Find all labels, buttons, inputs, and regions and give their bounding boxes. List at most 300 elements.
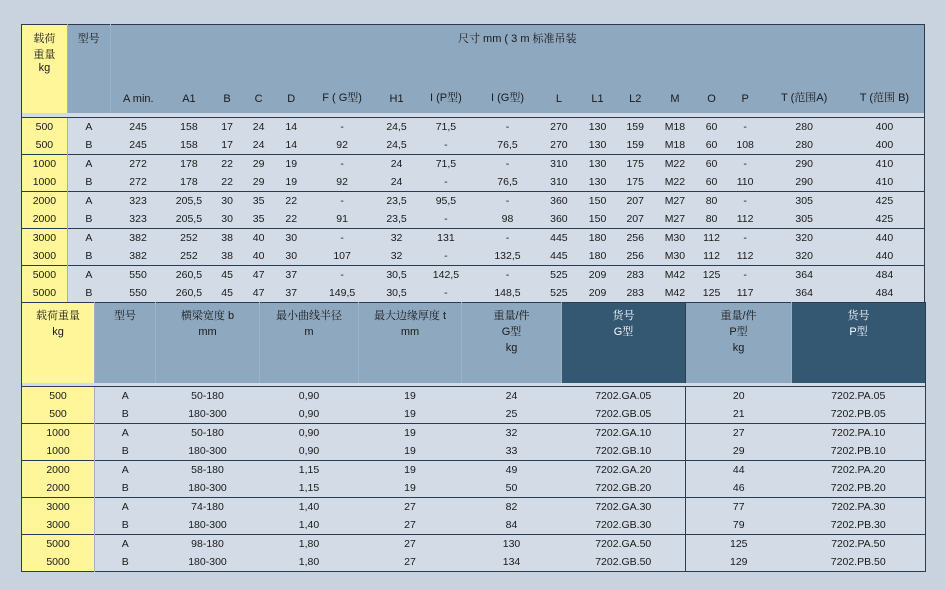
value-cell: 7202.PB.10 bbox=[792, 442, 926, 461]
value-cell: 50-180 bbox=[156, 424, 260, 443]
value-cell: 320 bbox=[763, 229, 844, 248]
model-cell: B bbox=[67, 136, 110, 155]
header-row bbox=[22, 303, 926, 384]
value-cell: 252 bbox=[166, 229, 212, 248]
value-cell: 7202.GA.10 bbox=[562, 424, 686, 443]
value-cell: 40 bbox=[242, 247, 275, 266]
value-cell: 1,80 bbox=[260, 535, 359, 554]
specifications-table bbox=[21, 302, 926, 572]
value-cell: - bbox=[416, 173, 475, 192]
value-cell: 180 bbox=[578, 247, 617, 266]
value-cell: 270 bbox=[540, 136, 579, 155]
value-cell: M42 bbox=[654, 284, 697, 303]
value-cell: - bbox=[475, 192, 539, 211]
load-cell: 500 bbox=[22, 118, 68, 137]
value-cell: 7202.GB.05 bbox=[562, 405, 686, 424]
value-cell: - bbox=[307, 229, 376, 248]
value-cell: 112 bbox=[696, 229, 727, 248]
value-cell: 132,5 bbox=[475, 247, 539, 266]
value-cell: 30,5 bbox=[377, 266, 417, 285]
value-cell: 525 bbox=[540, 266, 579, 285]
value-cell: 7202.GA.30 bbox=[562, 498, 686, 517]
load-cell: 2000 bbox=[22, 479, 95, 498]
value-cell: 360 bbox=[540, 210, 579, 229]
load-cell: 5000 bbox=[22, 284, 68, 303]
value-cell: 175 bbox=[617, 173, 654, 192]
column-header: L2 bbox=[617, 68, 654, 113]
value-cell: 382 bbox=[110, 247, 166, 266]
value-cell: 323 bbox=[110, 210, 166, 229]
value-cell: 95,5 bbox=[416, 192, 475, 211]
value-cell: 320 bbox=[763, 247, 844, 266]
value-cell: 130 bbox=[578, 155, 617, 174]
value-cell: 310 bbox=[540, 155, 579, 174]
max-flange-header: 最大边缘厚度 t mm bbox=[359, 303, 462, 384]
model-cell: A bbox=[95, 535, 156, 554]
value-cell: 484 bbox=[845, 284, 925, 303]
value-cell: 27 bbox=[359, 516, 462, 535]
column-header: D bbox=[275, 68, 308, 113]
value-cell: 7202.GA.20 bbox=[562, 461, 686, 480]
table-row bbox=[22, 118, 925, 137]
model-cell: A bbox=[95, 498, 156, 517]
value-cell: 47 bbox=[242, 284, 275, 303]
load-cell: 500 bbox=[22, 405, 95, 424]
value-cell: 79 bbox=[686, 516, 792, 535]
column-header: P bbox=[727, 68, 764, 113]
value-cell: 19 bbox=[275, 173, 308, 192]
value-cell: 252 bbox=[166, 247, 212, 266]
load-cell: 1000 bbox=[22, 424, 95, 443]
value-cell: 7202.PA.05 bbox=[792, 387, 926, 406]
model-cell: B bbox=[95, 553, 156, 572]
value-cell: 209 bbox=[578, 266, 617, 285]
table-row bbox=[22, 173, 925, 192]
value-cell: 205,5 bbox=[166, 210, 212, 229]
value-cell: 1,40 bbox=[260, 516, 359, 535]
value-cell: 270 bbox=[540, 118, 579, 137]
value-cell: 256 bbox=[617, 229, 654, 248]
value-cell: - bbox=[475, 229, 539, 248]
value-cell: 14 bbox=[275, 118, 308, 137]
column-header: L1 bbox=[578, 68, 617, 113]
value-cell: 22 bbox=[212, 173, 243, 192]
value-cell: 129 bbox=[686, 553, 792, 572]
value-cell: 17 bbox=[212, 136, 243, 155]
weight-p-header: 重量/件 P型 kg bbox=[686, 303, 792, 384]
model-cell: B bbox=[95, 479, 156, 498]
value-cell: 80 bbox=[696, 210, 727, 229]
value-cell: 256 bbox=[617, 247, 654, 266]
value-cell: 159 bbox=[617, 136, 654, 155]
value-cell: 27 bbox=[686, 424, 792, 443]
value-cell: 14 bbox=[275, 136, 308, 155]
value-cell: 24,5 bbox=[377, 118, 417, 137]
value-cell: 290 bbox=[763, 155, 844, 174]
value-cell: - bbox=[416, 284, 475, 303]
value-cell: 33 bbox=[462, 442, 562, 461]
load-cell: 2000 bbox=[22, 210, 68, 229]
value-cell: 22 bbox=[275, 210, 308, 229]
model-cell: B bbox=[95, 516, 156, 535]
value-cell: 148,5 bbox=[475, 284, 539, 303]
table-row bbox=[22, 516, 926, 535]
value-cell: 25 bbox=[462, 405, 562, 424]
value-cell: 112 bbox=[727, 210, 764, 229]
value-cell: 280 bbox=[763, 118, 844, 137]
table-row bbox=[22, 461, 926, 480]
load-cell: 500 bbox=[22, 387, 95, 406]
value-cell: 60 bbox=[696, 173, 727, 192]
value-cell: 19 bbox=[359, 442, 462, 461]
value-cell: 19 bbox=[359, 387, 462, 406]
min-radius-header: 最小曲线半径 m bbox=[260, 303, 359, 384]
value-cell: 323 bbox=[110, 192, 166, 211]
value-cell: 305 bbox=[763, 210, 844, 229]
value-cell: 178 bbox=[166, 173, 212, 192]
table-row bbox=[22, 229, 925, 248]
value-cell: 7202.GB.10 bbox=[562, 442, 686, 461]
value-cell: 108 bbox=[727, 136, 764, 155]
value-cell: 19 bbox=[275, 155, 308, 174]
value-cell: - bbox=[727, 192, 764, 211]
value-cell: 23,5 bbox=[377, 192, 417, 211]
value-cell: 38 bbox=[212, 247, 243, 266]
value-cell: 180-300 bbox=[156, 405, 260, 424]
value-cell: M18 bbox=[654, 136, 697, 155]
value-cell: 130 bbox=[578, 173, 617, 192]
value-cell: 107 bbox=[307, 247, 376, 266]
value-cell: 125 bbox=[696, 284, 727, 303]
value-cell: 24 bbox=[242, 118, 275, 137]
value-cell: 1,15 bbox=[260, 479, 359, 498]
model-cell: B bbox=[95, 442, 156, 461]
dimensions-header: 尺寸 mm ( 3 m 标准吊装 bbox=[110, 25, 924, 69]
value-cell: M22 bbox=[654, 173, 697, 192]
value-cell: 180-300 bbox=[156, 516, 260, 535]
value-cell: 19 bbox=[359, 405, 462, 424]
value-cell: M30 bbox=[654, 247, 697, 266]
value-cell: 175 bbox=[617, 155, 654, 174]
value-cell: 180-300 bbox=[156, 442, 260, 461]
value-cell: 112 bbox=[696, 247, 727, 266]
value-cell: 178 bbox=[166, 155, 212, 174]
value-cell: - bbox=[416, 210, 475, 229]
header-row bbox=[22, 25, 925, 69]
model-header: 型号 bbox=[67, 25, 110, 114]
value-cell: - bbox=[307, 118, 376, 137]
value-cell: 21 bbox=[686, 405, 792, 424]
value-cell: - bbox=[416, 136, 475, 155]
value-cell: 0,90 bbox=[260, 405, 359, 424]
value-cell: 180-300 bbox=[156, 553, 260, 572]
value-cell: - bbox=[475, 266, 539, 285]
load-header: 载荷重量 kg bbox=[22, 303, 95, 384]
value-cell: M42 bbox=[654, 266, 697, 285]
value-cell: 440 bbox=[845, 229, 925, 248]
value-cell: 7202.PA.10 bbox=[792, 424, 926, 443]
load-cell: 5000 bbox=[22, 266, 68, 285]
value-cell: - bbox=[727, 266, 764, 285]
value-cell: 110 bbox=[727, 173, 764, 192]
value-cell: 440 bbox=[845, 247, 925, 266]
value-cell: 7202.PB.05 bbox=[792, 405, 926, 424]
column-header: H1 bbox=[377, 68, 417, 113]
table-row bbox=[22, 405, 926, 424]
value-cell: 364 bbox=[763, 266, 844, 285]
model-cell: B bbox=[67, 284, 110, 303]
table-row bbox=[22, 387, 926, 406]
value-cell: 7202.GA.05 bbox=[562, 387, 686, 406]
value-cell: 32 bbox=[377, 229, 417, 248]
value-cell: 245 bbox=[110, 136, 166, 155]
value-cell: 45 bbox=[212, 266, 243, 285]
value-cell: 84 bbox=[462, 516, 562, 535]
load-cell: 1000 bbox=[22, 173, 68, 192]
table-row bbox=[22, 284, 925, 303]
load-cell: 3000 bbox=[22, 247, 68, 266]
value-cell: 207 bbox=[617, 210, 654, 229]
value-cell: 159 bbox=[617, 118, 654, 137]
value-cell: 32 bbox=[462, 424, 562, 443]
value-cell: 207 bbox=[617, 192, 654, 211]
load-cell: 1000 bbox=[22, 442, 95, 461]
value-cell: 180 bbox=[578, 229, 617, 248]
table-row bbox=[22, 424, 926, 443]
value-cell: 209 bbox=[578, 284, 617, 303]
value-cell: M30 bbox=[654, 229, 697, 248]
value-cell: 125 bbox=[686, 535, 792, 554]
model-cell: B bbox=[95, 405, 156, 424]
value-cell: 24 bbox=[377, 173, 417, 192]
value-cell: 24 bbox=[462, 387, 562, 406]
value-cell: 60 bbox=[696, 155, 727, 174]
value-cell: 260,5 bbox=[166, 266, 212, 285]
value-cell: 24,5 bbox=[377, 136, 417, 155]
value-cell: 400 bbox=[845, 136, 925, 155]
value-cell: 149,5 bbox=[307, 284, 376, 303]
value-cell: 360 bbox=[540, 192, 579, 211]
value-cell: 30,5 bbox=[377, 284, 417, 303]
value-cell: 272 bbox=[110, 155, 166, 174]
value-cell: 92 bbox=[307, 173, 376, 192]
value-cell: 7202.PB.50 bbox=[792, 553, 926, 572]
value-cell: 272 bbox=[110, 173, 166, 192]
value-cell: 58-180 bbox=[156, 461, 260, 480]
value-cell: 71,5 bbox=[416, 155, 475, 174]
model-cell: A bbox=[67, 118, 110, 137]
value-cell: - bbox=[307, 155, 376, 174]
value-cell: 7202.PB.30 bbox=[792, 516, 926, 535]
value-cell: 80 bbox=[696, 192, 727, 211]
value-cell: 71,5 bbox=[416, 118, 475, 137]
model-cell: A bbox=[95, 387, 156, 406]
value-cell: 74-180 bbox=[156, 498, 260, 517]
value-cell: 60 bbox=[696, 118, 727, 137]
value-cell: - bbox=[727, 155, 764, 174]
value-cell: 30 bbox=[212, 210, 243, 229]
value-cell: 30 bbox=[212, 192, 243, 211]
column-header: T (范围A) bbox=[763, 68, 844, 113]
value-cell: 283 bbox=[617, 266, 654, 285]
value-cell: - bbox=[307, 192, 376, 211]
model-header: 型号 bbox=[95, 303, 156, 384]
value-cell: 1,40 bbox=[260, 498, 359, 517]
load-cell: 2000 bbox=[22, 192, 68, 211]
value-cell: 24 bbox=[377, 155, 417, 174]
value-cell: 91 bbox=[307, 210, 376, 229]
part-number-g-header: 货号 G型 bbox=[562, 303, 686, 384]
value-cell: 134 bbox=[462, 553, 562, 572]
value-cell: 7202.GA.50 bbox=[562, 535, 686, 554]
value-cell: 46 bbox=[686, 479, 792, 498]
model-cell: A bbox=[67, 155, 110, 174]
load-cell: 2000 bbox=[22, 461, 95, 480]
value-cell: 49 bbox=[462, 461, 562, 480]
model-cell: B bbox=[67, 247, 110, 266]
column-header: A1 bbox=[166, 68, 212, 113]
value-cell: 0,90 bbox=[260, 387, 359, 406]
value-cell: 23,5 bbox=[377, 210, 417, 229]
value-cell: 7202.PA.50 bbox=[792, 535, 926, 554]
value-cell: 20 bbox=[686, 387, 792, 406]
value-cell: M27 bbox=[654, 210, 697, 229]
value-cell: 29 bbox=[686, 442, 792, 461]
value-cell: 82 bbox=[462, 498, 562, 517]
value-cell: - bbox=[307, 266, 376, 285]
value-cell: 47 bbox=[242, 266, 275, 285]
value-cell: 35 bbox=[242, 210, 275, 229]
value-cell: 22 bbox=[275, 192, 308, 211]
value-cell: 27 bbox=[359, 553, 462, 572]
value-cell: 50-180 bbox=[156, 387, 260, 406]
value-cell: 112 bbox=[727, 247, 764, 266]
column-header: T (范围 B) bbox=[845, 68, 925, 113]
value-cell: 7202.PA.30 bbox=[792, 498, 926, 517]
value-cell: 125 bbox=[696, 266, 727, 285]
value-cell: 260,5 bbox=[166, 284, 212, 303]
value-cell: 305 bbox=[763, 192, 844, 211]
value-cell: 38 bbox=[212, 229, 243, 248]
value-cell: 29 bbox=[242, 155, 275, 174]
value-cell: 7202.GB.50 bbox=[562, 553, 686, 572]
value-cell: 445 bbox=[540, 247, 579, 266]
value-cell: - bbox=[727, 118, 764, 137]
value-cell: 27 bbox=[359, 535, 462, 554]
model-cell: B bbox=[67, 210, 110, 229]
table-row bbox=[22, 442, 926, 461]
value-cell: 382 bbox=[110, 229, 166, 248]
value-cell: 7202.GB.30 bbox=[562, 516, 686, 535]
value-cell: 30 bbox=[275, 229, 308, 248]
column-header: L bbox=[540, 68, 579, 113]
load-cell: 5000 bbox=[22, 553, 95, 572]
value-cell: 410 bbox=[845, 155, 925, 174]
column-header-row bbox=[22, 68, 925, 113]
value-cell: 205,5 bbox=[166, 192, 212, 211]
load-header: 载荷 重量 kg bbox=[22, 25, 68, 114]
model-cell: A bbox=[95, 461, 156, 480]
table-row bbox=[22, 535, 926, 554]
value-cell: 425 bbox=[845, 192, 925, 211]
value-cell: 130 bbox=[462, 535, 562, 554]
table-row bbox=[22, 247, 925, 266]
value-cell: 550 bbox=[110, 266, 166, 285]
value-cell: 364 bbox=[763, 284, 844, 303]
value-cell: M22 bbox=[654, 155, 697, 174]
dimensions-table bbox=[21, 24, 925, 303]
column-header: A min. bbox=[110, 68, 166, 113]
value-cell: 98-180 bbox=[156, 535, 260, 554]
column-header: M bbox=[654, 68, 697, 113]
value-cell: 180-300 bbox=[156, 479, 260, 498]
table-row bbox=[22, 210, 925, 229]
value-cell: 117 bbox=[727, 284, 764, 303]
table-row bbox=[22, 266, 925, 285]
load-cell: 3000 bbox=[22, 229, 68, 248]
value-cell: 525 bbox=[540, 284, 579, 303]
load-cell: 500 bbox=[22, 136, 68, 155]
column-header: I (G型) bbox=[475, 68, 539, 113]
part-number-p-header: 货号 P型 bbox=[792, 303, 926, 384]
value-cell: 131 bbox=[416, 229, 475, 248]
value-cell: 410 bbox=[845, 173, 925, 192]
value-cell: 45 bbox=[212, 284, 243, 303]
column-header: F ( G型) bbox=[307, 68, 376, 113]
value-cell: - bbox=[475, 155, 539, 174]
model-cell: A bbox=[67, 229, 110, 248]
table-row bbox=[22, 498, 926, 517]
column-header: C bbox=[242, 68, 275, 113]
value-cell: 92 bbox=[307, 136, 376, 155]
value-cell: 400 bbox=[845, 118, 925, 137]
value-cell: 158 bbox=[166, 136, 212, 155]
value-cell: 22 bbox=[212, 155, 243, 174]
value-cell: 32 bbox=[377, 247, 417, 266]
value-cell: M27 bbox=[654, 192, 697, 211]
value-cell: 1,15 bbox=[260, 461, 359, 480]
value-cell: 50 bbox=[462, 479, 562, 498]
value-cell: M18 bbox=[654, 118, 697, 137]
value-cell: 445 bbox=[540, 229, 579, 248]
value-cell: 44 bbox=[686, 461, 792, 480]
table-row bbox=[22, 553, 926, 572]
value-cell: 1,80 bbox=[260, 553, 359, 572]
value-cell: 245 bbox=[110, 118, 166, 137]
model-cell: A bbox=[67, 192, 110, 211]
value-cell: 30 bbox=[275, 247, 308, 266]
value-cell: 19 bbox=[359, 461, 462, 480]
value-cell: 29 bbox=[242, 173, 275, 192]
value-cell: 24 bbox=[242, 136, 275, 155]
value-cell: 150 bbox=[578, 192, 617, 211]
value-cell: 280 bbox=[763, 136, 844, 155]
load-cell: 3000 bbox=[22, 498, 95, 517]
model-cell: A bbox=[67, 266, 110, 285]
value-cell: 7202.GB.20 bbox=[562, 479, 686, 498]
value-cell: - bbox=[475, 118, 539, 137]
value-cell: 76,5 bbox=[475, 173, 539, 192]
column-header: I (P型) bbox=[416, 68, 475, 113]
value-cell: 17 bbox=[212, 118, 243, 137]
value-cell: 19 bbox=[359, 479, 462, 498]
value-cell: 60 bbox=[696, 136, 727, 155]
value-cell: 7202.PA.20 bbox=[792, 461, 926, 480]
weight-g-header: 重量/件 G型 kg bbox=[462, 303, 562, 384]
value-cell: 37 bbox=[275, 284, 308, 303]
value-cell: 150 bbox=[578, 210, 617, 229]
value-cell: 290 bbox=[763, 173, 844, 192]
